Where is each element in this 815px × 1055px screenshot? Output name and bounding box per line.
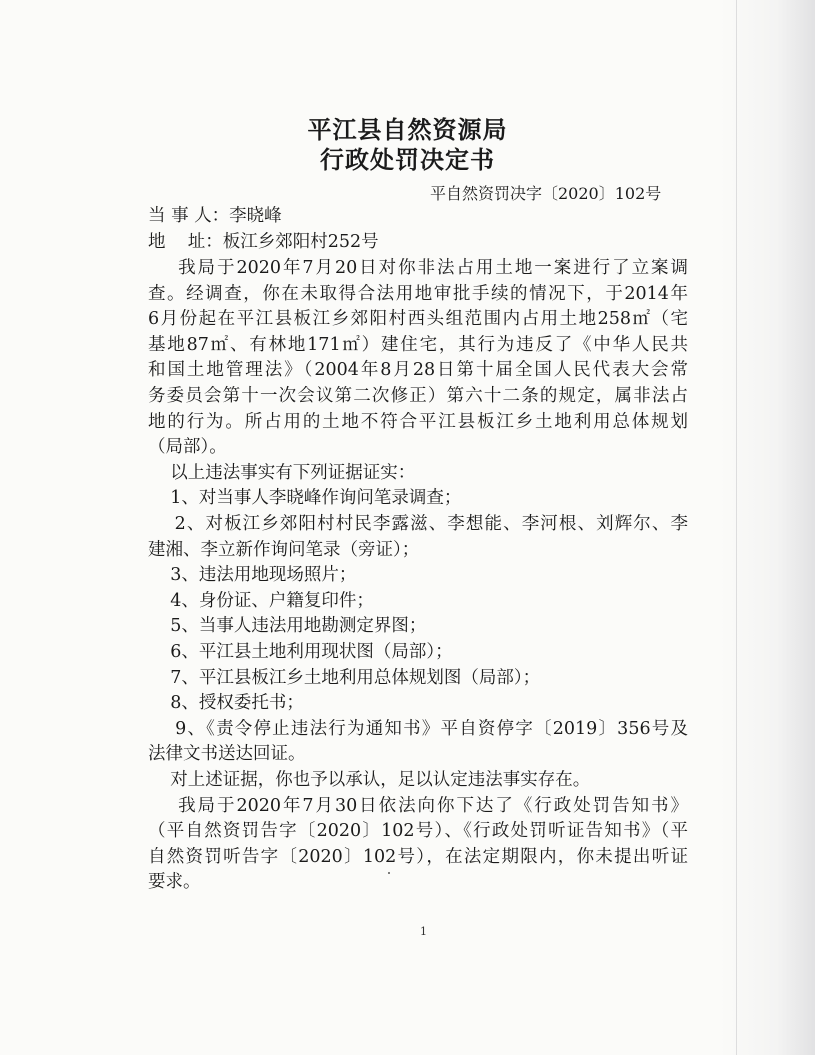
body-line: 查。经调查，你在未取得合法用地审批手续的情况下，于2014年 [148, 283, 688, 304]
body-line: 务委员会第十一次会议第二次修正）第六十二条的规定，属非法占 [148, 386, 688, 406]
body-line: 7、平江县板江乡土地利用总体规划图（局部）； [148, 667, 541, 688]
body-line: 5、当事人违法用地勘测定界图； [148, 616, 427, 637]
document-title-line1: 平江县自然资源局 [307, 115, 508, 144]
body-line: 2、对板江乡郊阳村村民李露滋、李想能、李河根、刘辉尔、李 [148, 514, 688, 534]
party-row [148, 204, 688, 229]
body-line: 9、《责令停止违法行为通知书》平自资停字〔2019〕356号及 [148, 718, 688, 739]
body-line: 4、身份证、户籍复印件； [148, 590, 374, 611]
party-name: 李晓峰 [229, 206, 282, 226]
party-label: 当 事 人： [148, 206, 230, 226]
body-line: 8、授权委托书； [148, 693, 304, 714]
body-line: 1、对当事人李晓峰作询问笔录调查； [148, 488, 462, 509]
body-line: （平自然资罚告字〔2020〕102号）、《行政处罚听证告知书》（平 [148, 821, 688, 842]
body-line: 法律文书送达回证。 [148, 744, 306, 765]
body-line: 自然资罚听告字〔2020〕102号），在法定期限内，你未提出听证 [148, 846, 688, 867]
document-number: 平自然资罚决字〔2020〕102号 [430, 184, 662, 203]
body-line: 3、违法用地现场照片； [148, 565, 357, 586]
address-row [148, 230, 688, 255]
body-line: 建湘、李立新作询问笔录（旁证）； [148, 539, 420, 560]
body-line: （局部）。 [148, 437, 227, 458]
body-line: 要求。 [148, 872, 201, 893]
body-line: 我局于2020年7月20日对你非法占用土地一案进行了立案调 [148, 258, 688, 278]
body-line: 和国土地管理法》（2004年8月28日第十届全国人民代表大会常 [148, 360, 688, 381]
body-line: 6、平江县土地利用现状图（局部）； [148, 642, 453, 662]
body-line: 6月份起在平江县板江乡郊阳村西头组范围内占用土地258㎡（宅 [148, 309, 688, 330]
address-value: 板江乡郊阳村252号 [222, 232, 379, 252]
scan-speck [388, 872, 390, 874]
document-title-line2: 行政处罚决定书 [320, 145, 495, 174]
body-line: 以上违法事实有下列证据证实： [148, 462, 416, 483]
body-line: 对上述证据，你也予以承认，足以认定违法事实存在。 [148, 770, 591, 790]
body-line: 地的行为。所占用的土地不符合平江县板江乡土地利用总体规划 [148, 411, 688, 432]
page-number: 1 [420, 925, 427, 938]
address-label: 地 址： [148, 232, 223, 252]
body-line: 基地87㎡、有林地171㎡）建住宅，其行为违反了《中华人民共 [148, 334, 688, 355]
body-line: 我局于2020年7月30日依法向你下达了《行政处罚告知书》 [148, 795, 688, 816]
